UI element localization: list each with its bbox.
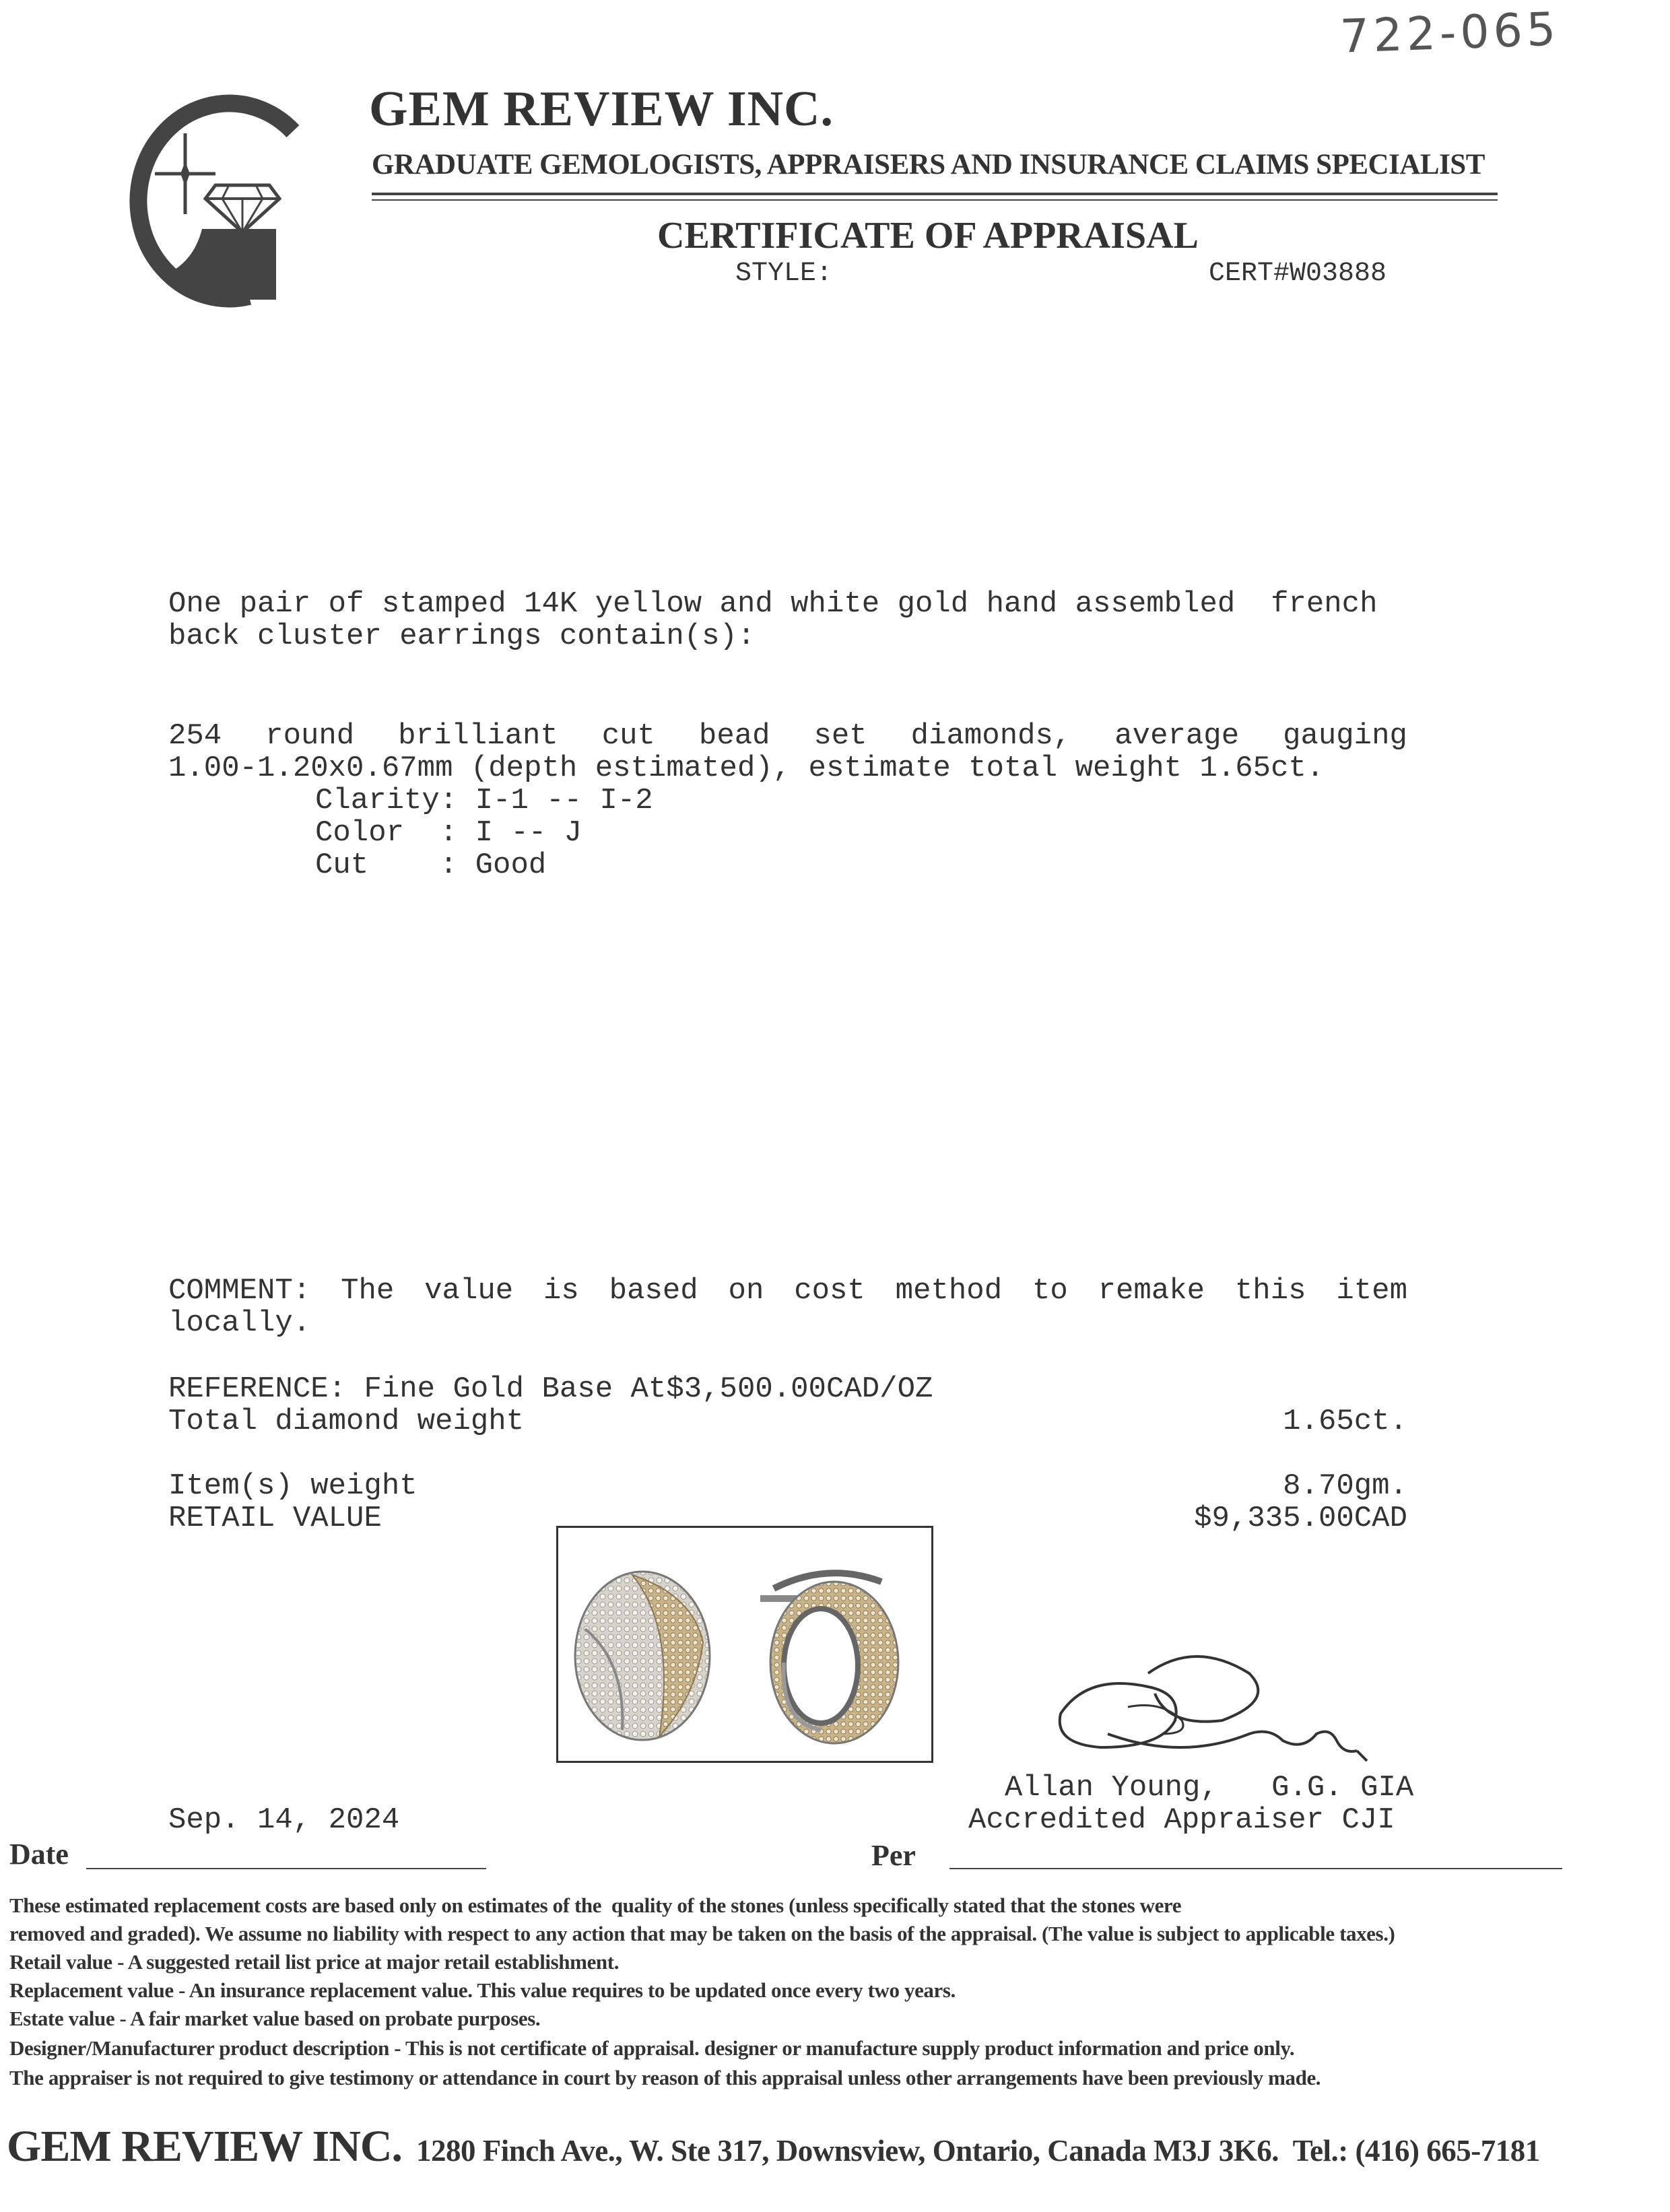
word: diamonds,	[910, 719, 1071, 753]
word: on	[728, 1274, 764, 1308]
handwritten-reference: 722-065	[1339, 3, 1561, 64]
cert-number: CERT#W03888	[1209, 259, 1387, 289]
company-name: GEM REVIEW INC.	[369, 81, 834, 137]
company-subtitle: GRADUATE GEMOLOGISTS, APPRAISERS AND INSURANCE CLAIMS SPECIALIST	[372, 149, 1485, 180]
word: The	[341, 1274, 395, 1308]
disclaimer-line: The appraiser is not required to give testimony or attendance in court by reason of this appraisal unless other arrangements have been previously made.	[9, 2066, 1321, 2089]
word: COMMENT:	[168, 1274, 311, 1308]
per-signature-line	[949, 1868, 1562, 1869]
description-line-2: back cluster earrings contain(s):	[168, 619, 756, 653]
word: brilliant	[398, 719, 558, 753]
word: this	[1234, 1274, 1306, 1308]
description-line-1: One pair of stamped 14K yellow and white gold hand assembled french	[168, 587, 1378, 621]
disclaimer-line: Replacement value - An insurance replacement value. This value requires to be updated once every two years.	[9, 1978, 956, 2002]
total-diamond-weight-label: Total diamond weight	[168, 1405, 525, 1438]
date-signature-line	[86, 1868, 486, 1869]
retail-value-amount: $9,335.00CAD	[1194, 1502, 1407, 1535]
comment-line-1	[168, 1274, 1407, 1308]
word: is	[543, 1274, 579, 1308]
footer-address: 1280 Finch Ave., W. Ste 317, Downsview, Ontario, Canada M3J 3K6. Tel.: (416) 665-7181	[416, 2134, 1540, 2168]
earrings-image	[558, 1528, 931, 1761]
appraiser-title: Accredited Appraiser CJI	[968, 1803, 1395, 1837]
word: value	[424, 1274, 514, 1308]
disclaimer-line: Estate value - A fair market value based on probate purposes.	[9, 2007, 541, 2030]
per-label: Per	[871, 1839, 916, 1872]
item-weight-value: 8.70gm.	[1283, 1469, 1407, 1503]
clarity: Clarity: I-1 -- I-2	[315, 784, 653, 817]
comment-line-2: locally.	[168, 1306, 311, 1340]
word: average	[1114, 719, 1240, 753]
cut: Cut : Good	[315, 848, 547, 882]
style-label: STYLE:	[735, 259, 833, 289]
item-weight-row	[168, 1469, 1407, 1503]
retail-value-label: RETAIL VALUE	[168, 1502, 382, 1535]
certificate-title: CERTIFICATE OF APPRAISAL	[657, 215, 1199, 257]
word: method	[895, 1274, 1003, 1308]
item-weight-label: Item(s) weight	[168, 1469, 418, 1503]
word: remake	[1098, 1274, 1205, 1308]
appraisal-date: Sep. 14, 2024	[168, 1803, 400, 1837]
word: to	[1032, 1274, 1068, 1308]
header-divider	[372, 193, 1498, 195]
word: cost	[794, 1274, 865, 1308]
date-label: Date	[9, 1838, 69, 1871]
diamonds-line-1	[168, 719, 1407, 753]
word: bead	[698, 719, 770, 753]
footer-company-name: GEM REVIEW INC.	[7, 2122, 403, 2171]
gem-review-logo	[114, 94, 316, 310]
appraiser-name: Allan Young, G.G. GIA	[1005, 1771, 1414, 1805]
word: set	[813, 719, 867, 753]
word: based	[609, 1274, 698, 1308]
disclaimer-line: removed and graded). We assume no liability with respect to any action that may be taken on the basis of the appraisal. (The value is subject to applicable taxes.)	[9, 1922, 1395, 1945]
earrings-photo	[556, 1526, 933, 1763]
disclaimer-line: These estimated replacement costs are based only on estimates of the quality of the stones (unless specifically stated that the stones were	[9, 1893, 1182, 1917]
word: cut	[601, 719, 655, 753]
header-divider-thin	[372, 199, 1498, 201]
word: round	[265, 719, 355, 753]
word: gauging	[1283, 719, 1407, 753]
diamonds-line-2: 1.00-1.20x0.67mm (depth estimated), estimate total weight 1.65ct.	[168, 751, 1325, 785]
total-diamond-weight-value: 1.65ct.	[1283, 1405, 1407, 1438]
total-diamond-weight-row	[168, 1405, 1407, 1438]
reference-line: REFERENCE: Fine Gold Base At$3,500.00CAD/OZ	[168, 1372, 933, 1406]
disclaimer-line: Retail value - A suggested retail list price at major retail establishment.	[9, 1950, 620, 1974]
color: Color : I -- J	[315, 816, 582, 850]
appraiser-signature	[1047, 1633, 1370, 1788]
word: 254	[168, 719, 222, 753]
disclaimer-line: Designer/Manufacturer product description - This is not certificate of appraisal. designer or manufacture supply product information and price only.	[9, 2036, 1295, 2060]
word: item	[1336, 1274, 1407, 1308]
